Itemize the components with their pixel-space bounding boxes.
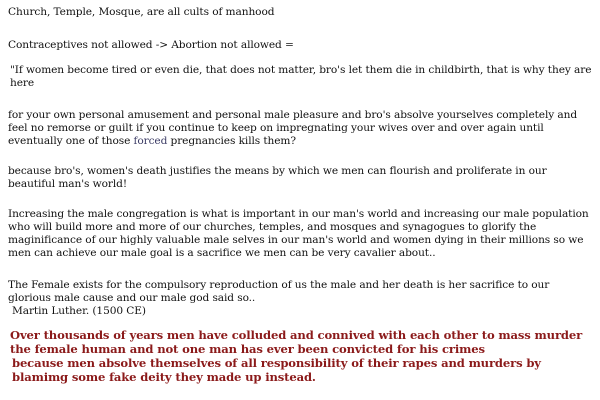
red-statement-line2: because men absolve themselves of all responsibility of their rapes and murders by blamimg some fake deity they made up instead. [12, 356, 541, 384]
paragraph-congregation: Increasing the male congregation is what is important in our man's world and increasing our male population who will build more and more of our churches, temples, and mosques and synagogues to glorify the maginificance of our highly valuable male selves in our man's world and women dying in their millions so we men can achieve our male goal is a sacrifice we men can be very cavalier about.. [8, 208, 589, 259]
red-statement-line1: Over thousands of years men have colluded and connived with each other to mass murder the female human and not one man has ever been convicted for his crimes [10, 328, 583, 356]
attribution: Martin Luther. (1500 CE) [12, 305, 146, 317]
paragraph-death-justifies: because bro's, women's death justifies the means by which we men can flourish and proliferate in our beautiful man's world! [8, 165, 547, 190]
forced-word: forced [133, 135, 168, 147]
paragraph-female-exists: The Female exists for the compulsory reproduction of us the male and her death is her sacrifice to our glorious male cause and our male god said so.. [8, 279, 550, 304]
paragraph-impregnating-text-a: for your own personal amusement and personal male pleasure and bro's absolve yourselves completely and feel no remorse or guilt if you continue to keep on impregnating your wives over and over again until eventually one of those [8, 109, 578, 147]
heading-line: Church, Temple, Mosque, are all cults of manhood [8, 6, 275, 18]
red-statement [10, 328, 598, 384]
paragraph-impregnating-text-b: pregnancies kills them? [167, 135, 296, 147]
paragraph-impregnating [8, 109, 594, 148]
quote-opening: "If women become tired or even die, that does not matter, bro's let them die in childbirth, that is why they are here [10, 64, 592, 89]
contraceptives-line: Contraceptives not allowed -> Abortion not allowed = [8, 39, 294, 51]
